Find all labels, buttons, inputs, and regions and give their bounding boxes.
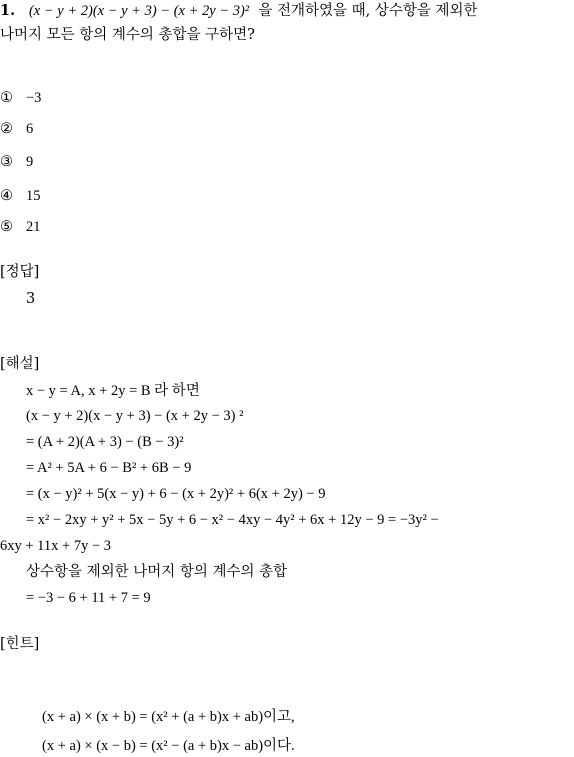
choice-5[interactable]	[0, 218, 41, 236]
hint-line-2: (x + a) × (x − b) = (x² − (a + b)x − ab)이다.	[42, 738, 295, 754]
hint-label: [힌트]	[0, 636, 40, 652]
question-line-2	[0, 26, 255, 44]
question-text-2: 나머지 모든 항의 계수의 총합을 구하면?	[0, 27, 255, 43]
choice-3[interactable]	[0, 153, 33, 171]
question-text-1: 을 전개하였을 때, 상수항을 제외한	[258, 3, 478, 19]
answer-value: 3	[26, 291, 36, 307]
choice-mark: ①	[0, 90, 13, 106]
choice-mark: ②	[0, 121, 13, 137]
choice-value: 21	[26, 219, 41, 235]
explanation-line-2: (x − y + 2)(x − y + 3) − (x + 2y − 3) ²	[26, 408, 244, 424]
explanation-line-8: 상수항을 제외한 나머지 항의 계수의 총합	[26, 564, 288, 580]
explanation-line-9: = −3 − 6 + 11 + 7 = 9	[26, 590, 151, 606]
hint-line-1: (x + a) × (x + b) = (x² + (a + b)x + ab)이고,	[42, 709, 295, 725]
explanation-label: [해설]	[0, 356, 40, 372]
explanation-line-1: x − y = A, x + 2y = B 라 하면	[26, 383, 200, 399]
question-line-1	[0, 2, 478, 20]
choice-mark: ③	[0, 154, 13, 170]
explanation-line-6: = x² − 2xy + y² + 5x − 5y + 6 − x² − 4xy − 4y² + 6x + 12y − 9 = −3y² −	[26, 512, 439, 528]
answer-label: [정답]	[0, 264, 40, 280]
choice-1[interactable]	[0, 89, 41, 107]
explanation-line-7: 6xy + 11x + 7y − 3	[0, 538, 111, 554]
choice-mark: ⑤	[0, 219, 13, 235]
explanation-line-3: = (A + 2)(A + 3) − (B − 3)²	[26, 434, 184, 450]
choice-value: 9	[26, 154, 34, 170]
explanation-line-4: = A² + 5A + 6 − B² + 6B − 9	[26, 460, 192, 476]
choice-2[interactable]	[0, 120, 33, 138]
question-number: 1.	[0, 2, 16, 19]
choice-value: 6	[26, 121, 34, 137]
choice-value: −3	[26, 90, 42, 106]
question-expression: (x − y + 2)(x − y + 3) − (x + 2y − 3)²	[28, 3, 250, 19]
explanation-line-5: = (x − y)² + 5(x − y) + 6 − (x + 2y)² + 6(x + 2y) − 9	[26, 486, 326, 502]
choice-mark: ④	[0, 188, 13, 204]
choice-4[interactable]	[0, 187, 41, 205]
choice-value: 15	[26, 188, 41, 204]
